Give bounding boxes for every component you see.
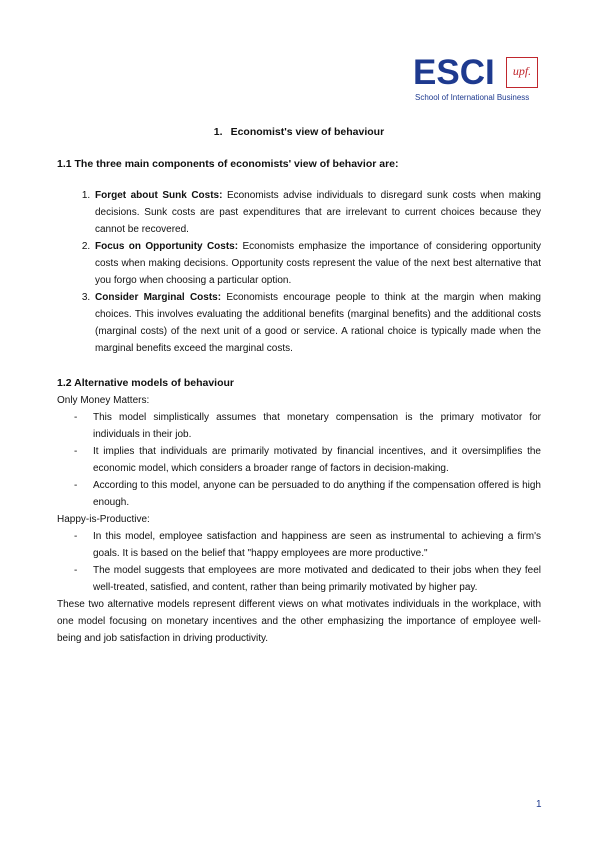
- list-item: [93, 238, 541, 289]
- model-1-label: Only Money Matters:: [57, 395, 150, 406]
- item-text: Economists encourage people to think at the margin when making choices. This involves evaluating the additional benefits (marginal benefits) and the additional costs (marginal costs) of the next unit of a good or service. A rational choice is typically made when the marginal benefits exceed the marginal costs.: [95, 292, 541, 354]
- model-2-bullets: [57, 528, 541, 596]
- document-body: [57, 124, 541, 647]
- title-number: 1.: [213, 126, 223, 138]
- school-logo: [413, 55, 543, 105]
- logo-wordmark: ESCI: [413, 53, 495, 92]
- upf-logo-text: upf.: [512, 64, 532, 78]
- section-1-heading: 1.1 The three main components of economists' view of behavior are:: [57, 158, 399, 170]
- list-item: - It implies that individuals are primarily motivated by financial incentives, and it oversimplifies the economic model, which considers a broader range of factors in decision-making.: [93, 443, 541, 477]
- item-title: Forget about Sunk Costs:: [95, 190, 223, 201]
- item-title: Focus on Opportunity Costs:: [95, 241, 239, 252]
- list-item: - In this model, employee satisfaction and happiness are seen as instrumental to achieving a firm's goals. It is based on the belief that "happy employees are more productive.": [93, 528, 541, 562]
- logo-subtitle: School of International Business: [415, 93, 530, 102]
- list-item: [93, 187, 541, 238]
- item-text: Economists advise individuals to disregard sunk costs when making decisions. Sunk costs are past expenditures that are irrelevant to current choices because they cannot be recovered.: [95, 190, 541, 235]
- title-text: Economist's view of behaviour: [230, 126, 385, 138]
- list-item: - This model simplistically assumes that monetary compensation is the primary motivator for individuals in their job.: [93, 409, 541, 443]
- list-item: - According to this model, anyone can be persuaded to do anything if the compensation offered is high enough.: [93, 477, 541, 511]
- conclusion-paragraph: These two alternative models represent different views on what motivates individuals in the workplace, with one model focusing on monetary incentives and the other emphasizing the importance of employee well-being and job satisfaction in driving productivity.: [57, 599, 541, 644]
- upf-logo-box: [506, 57, 538, 88]
- item-text: Economists emphasize the importance of considering opportunity costs when making decisions. Opportunity costs represent the value of the next best alternative that you forgo when choosing a particular option.: [95, 241, 542, 286]
- list-item: [93, 289, 541, 357]
- components-list: [57, 187, 541, 357]
- document-title: [57, 124, 541, 141]
- model-1-bullets: [57, 409, 541, 511]
- list-item: - The model suggests that employees are more motivated and dedicated to their jobs when they feel well-treated, satisfied, and content, rather than being primarily motivated by higher pay.: [93, 562, 541, 596]
- model-2-label: Happy-is-Productive:: [57, 514, 150, 525]
- page-number: 1: [536, 799, 542, 810]
- section-2-heading: 1.2 Alternative models of behaviour: [57, 377, 234, 389]
- item-title: Consider Marginal Costs:: [95, 292, 222, 303]
